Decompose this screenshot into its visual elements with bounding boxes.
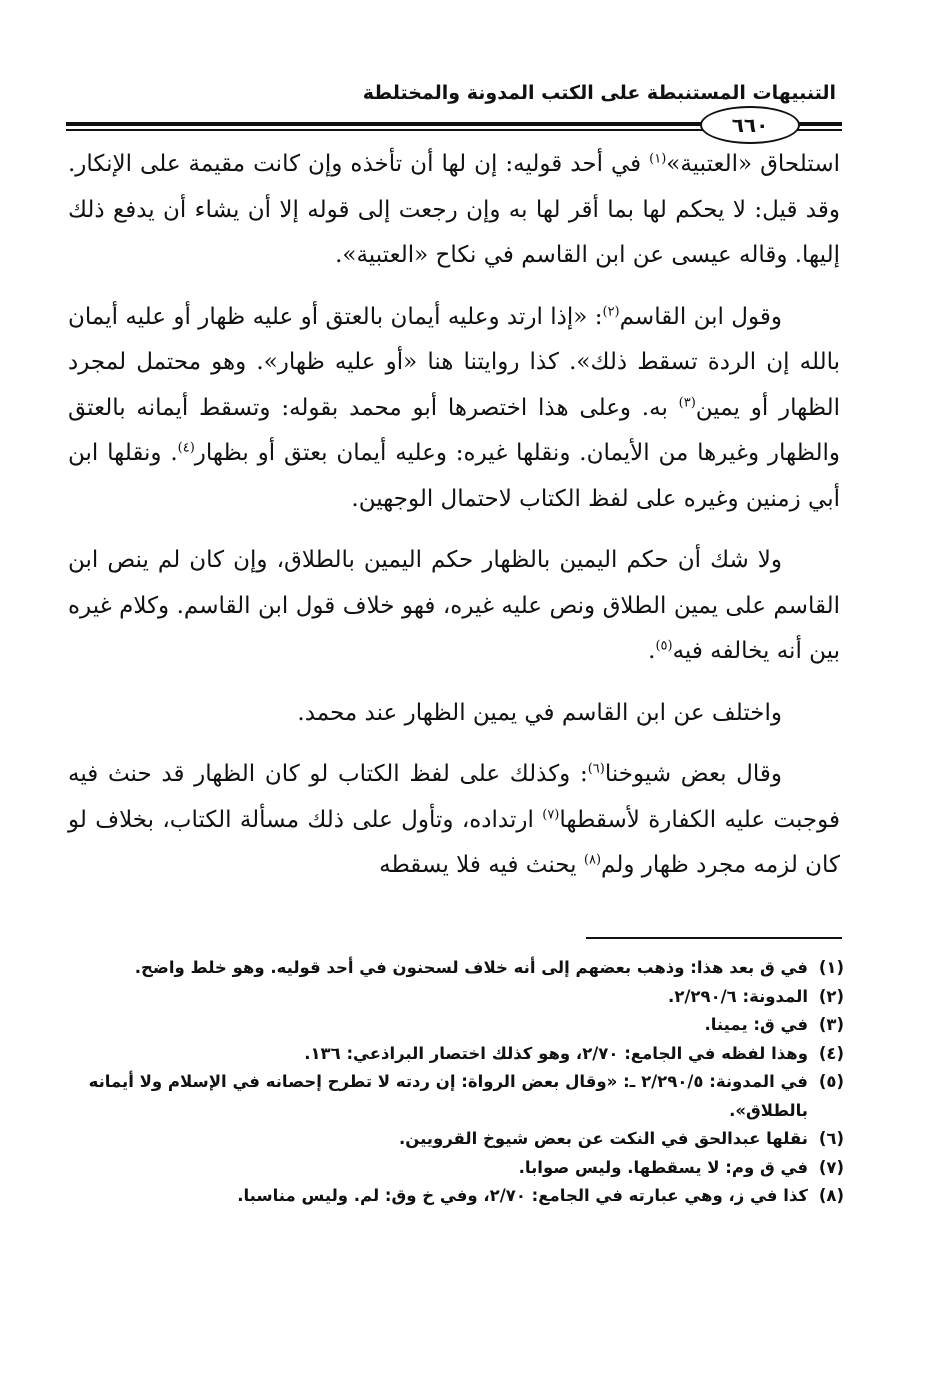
footnote-text: في ق: يمينا. — [704, 1015, 808, 1034]
footnote-text: في ق وم: لا يسقطها. وليس صوابا. — [518, 1157, 808, 1177]
page-number-frame — [700, 106, 800, 144]
footnote-item — [72, 1011, 844, 1040]
footnote-text: في ق بعد هذا: وذهب بعضهم إلى أنه خلاف لسحنون في أحد قوليه. وهو خلط واضح. — [134, 958, 808, 977]
footnote-item — [72, 954, 844, 983]
footnote-ref-8[interactable]: (٨) — [583, 852, 602, 868]
footnote-item — [72, 1068, 844, 1125]
paragraph-4 — [68, 691, 840, 737]
text-segment: في أحد قوليه: إن لها أن تأخذه وإن كانت مقيمة على الإنكار. وقد قيل: لا يحكم لها بما أقر لها به وإن رجعت إلى قوله إلا أن يشاء أن يدفع ذلك إليها. وقاله عيسى عن ابن القاسم في نكاح «العتبية». — [68, 151, 840, 268]
footnote-item — [72, 1154, 844, 1183]
footnote-item — [72, 983, 844, 1012]
text-segment: ولا شك أن حكم اليمين بالظهار حكم اليمين بالطلاق، وإن كان لم ينص ابن القاسم على يمين الطلاق ونص عليه غيره، فهو خلاف قول ابن القاسم. وكلام غيره بين أنه يخالفه فيه — [68, 547, 840, 664]
text-segment: : وكذلك على لفظ الكتاب لو كان الظهار قد حنث فيه فوجبت عليه الكفارة لأسقطها — [68, 761, 840, 833]
footnote-ref-5[interactable]: (٥) — [655, 638, 673, 654]
text-segment: . ونقلها ابن أبي زمنين وغيره على لفظ الكتاب لاحتمال الوجهين. — [68, 440, 840, 512]
paragraph-2 — [68, 295, 840, 523]
text-segment: وقول ابن القاسم — [619, 303, 782, 330]
paragraph-3 — [68, 538, 840, 675]
footnote-text: نقلها عبدالحق في النكت عن بعض شيوخ القرويين. — [398, 1129, 808, 1148]
footnote-ref-2[interactable]: (٢) — [602, 303, 620, 319]
footnote-separator — [586, 937, 842, 939]
page-number: ٦٦٠ — [731, 113, 769, 137]
footnote-number: (٣) — [818, 1015, 844, 1034]
paragraph-1 — [68, 142, 840, 279]
text-segment: وقال بعض شيوخنا — [604, 761, 782, 787]
paragraph-5 — [68, 752, 840, 889]
footnote-number: (١) — [818, 958, 844, 977]
footnote-ref-6[interactable]: (٦) — [587, 761, 605, 777]
footnote-text: كذا في ز، وهي عبارته في الجامع: ٢/٧٠، وفي خ وق: لم. وليس مناسبا. — [237, 1186, 808, 1205]
text-segment: به. وعلى هذا اختصرها أبو محمد بقوله: وتسقط أيمانه بالعتق والظهار وغيرها من الأيمان. ونقلها غيره: وعليه أيمان بعتق أو بظهار — [68, 394, 840, 466]
footnote-ref-4[interactable]: (٤) — [177, 440, 195, 456]
footnote-number: (٦) — [818, 1129, 844, 1148]
footnote-text: في المدونة: ٢/٢٩٠/٥ ـ: «وقال بعض الرواة: إن ردته لا تطرح إحصانه في الإسلام ولا أيمانه بالطلاق». — [88, 1072, 808, 1120]
running-title: التنبيهات المستنبطة على الكتب المدونة والمختلطة — [362, 82, 836, 104]
text-segment: ارتداده، وتأول على ذلك مسألة الكتاب، بخلاف لو كان لزمه مجرد ظهار ولم — [68, 806, 840, 878]
text-segment: واختلف عن ابن القاسم في يمين الظهار عند محمد. — [297, 699, 782, 726]
footnotes — [72, 954, 844, 1211]
footnote-text: وهذا لفظه في الجامع: ٢/٧٠، وهو كذلك اختصار البراذعي: ١٣٦. — [304, 1043, 808, 1063]
text-segment: . — [648, 638, 656, 664]
footnote-text: المدونة: ٢/٢٩٠/٦. — [668, 986, 808, 1006]
footnote-number: (٥) — [818, 1072, 844, 1091]
footnote-item — [72, 1040, 844, 1069]
text-segment: استلحاق «العتبية» — [666, 151, 840, 177]
footnote-ref-1[interactable]: (١) — [649, 151, 667, 167]
footnote-ref-3[interactable]: (٣) — [678, 394, 696, 410]
footnote-item — [72, 1182, 844, 1211]
footnote-item — [72, 1125, 844, 1154]
footnote-number: (٤) — [818, 1043, 844, 1063]
footnote-number: (٨) — [818, 1186, 844, 1205]
body-text — [68, 142, 840, 905]
footnote-number: (٧) — [818, 1157, 844, 1177]
footnote-ref-7[interactable]: (٧) — [542, 806, 560, 822]
footnote-number: (٢) — [818, 986, 844, 1006]
text-segment: يحنث فيه فلا يسقطه — [379, 852, 584, 878]
text-segment: : «إذا ارتد وعليه أيمان بالعتق أو عليه ظهار أو عليه أيمان بالله إن الردة تسقط ذلك». كذا روايتنا هنا «أو عليه ظهار». وهو محتمل لمجرد الظهار أو يمين — [68, 303, 841, 421]
